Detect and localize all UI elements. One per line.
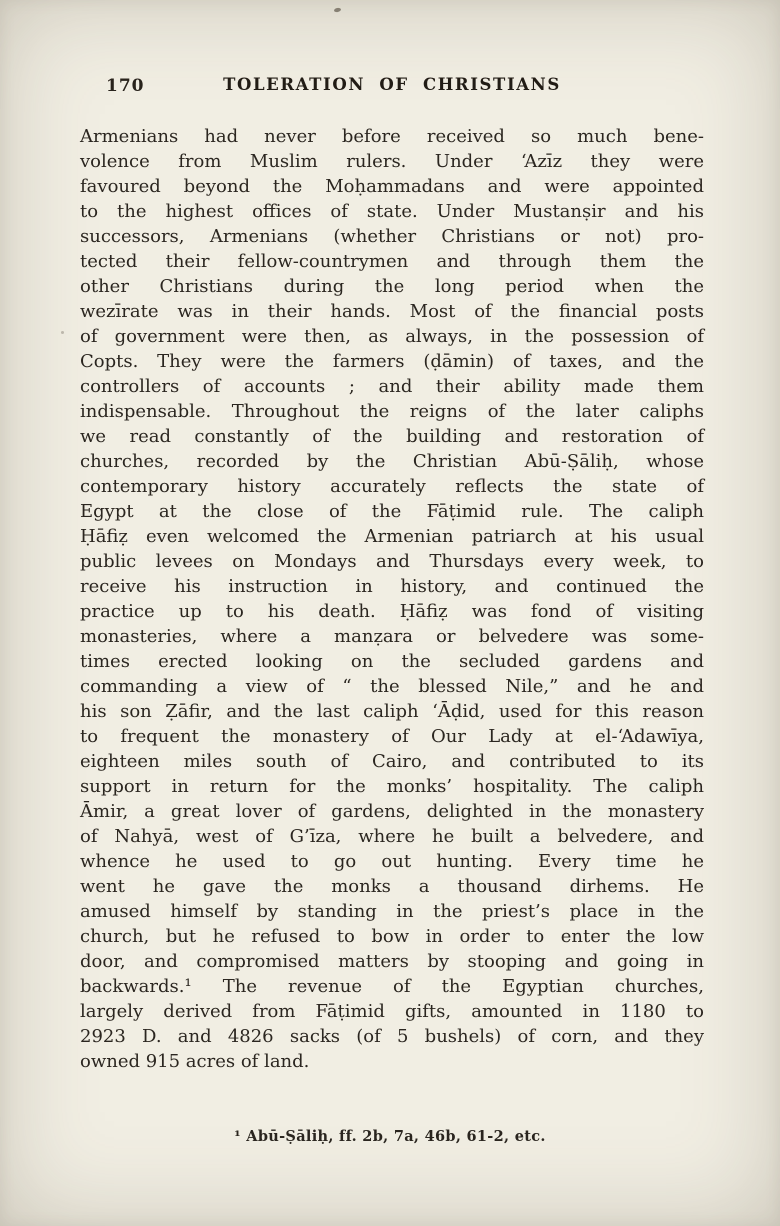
text-line: went he gave the monks a thousand dirhems. He <box>80 876 704 897</box>
text-line: to the highest offices of state. Under Mustanṣir and his <box>80 201 704 222</box>
text-line: door, and compromised matters by stooping and going in <box>80 951 704 972</box>
page-number: 170 <box>106 76 145 96</box>
page-header <box>80 75 704 99</box>
text-line: Ḥāfiẓ even welcomed the Armenian patriarch at his usual <box>80 526 704 547</box>
body-paragraph <box>80 124 704 1074</box>
text-line: times erected looking on the secluded gardens and <box>80 651 704 672</box>
text-line: other Christians during the long period when the <box>80 276 704 297</box>
text-line: public levees on Mondays and Thursdays every week, to <box>80 551 704 572</box>
text-line: church, but he refused to bow in order to enter the low <box>80 926 704 947</box>
text-line: support in return for the monks’ hospitality. The caliph <box>80 776 704 797</box>
text-line: largely derived from Fāṭimid gifts, amounted in 1180 to <box>80 1001 704 1022</box>
text-line: to frequent the monastery of Our Lady at el-‘Adawīya, <box>80 726 704 747</box>
running-title: TOLERATION OF CHRISTIANS <box>223 75 561 94</box>
text-line: contemporary history accurately reflects the state of <box>80 476 704 497</box>
text-line: receive his instruction in history, and continued the <box>80 576 704 597</box>
footnote: ¹ Abū-Ṣāliḥ, ff. 2b, 7a, 46b, 61-2, etc. <box>234 1128 546 1145</box>
text-line: tected their fellow-countrymen and through them the <box>80 251 704 272</box>
text-line: volence from Muslim rulers. Under ‘Azīz they were <box>80 151 704 172</box>
text-line: Āmir, a great lover of gardens, delighted in the monastery <box>80 801 704 822</box>
text-line: practice up to his death. Ḥāfiẓ was fond of visiting <box>80 601 704 622</box>
text-line: whence he used to go out hunting. Every time he <box>80 851 704 872</box>
text-line: we read constantly of the building and restoration of <box>80 426 704 447</box>
text-line: commanding a view of “ the blessed Nile,” and he and <box>80 676 704 697</box>
text-line: of government were then, as always, in the possession of <box>80 326 704 347</box>
text-line: monasteries, where a manẓara or belvedere was some- <box>80 626 704 647</box>
text-line: churches, recorded by the Christian Abū-Ṣāliḥ, whose <box>80 451 704 472</box>
text-line: backwards.¹ The revenue of the Egyptian churches, <box>80 976 704 997</box>
text-line: owned 915 acres of land. <box>80 1051 310 1072</box>
scan-speck <box>61 331 64 334</box>
text-line: 2923 D. and 4826 sacks (of 5 bushels) of corn, and they <box>80 1026 704 1047</box>
text-line: controllers of accounts ; and their ability made them <box>80 376 704 397</box>
text-line: Copts. They were the farmers (ḍāmin) of taxes, and the <box>80 351 704 372</box>
text-line: Armenians had never before received so much bene- <box>80 126 704 147</box>
text-line: eighteen miles south of Cairo, and contributed to its <box>80 751 704 772</box>
text-line: indispensable. Throughout the reigns of the later caliphs <box>80 401 704 422</box>
text-line: his son Ẓāfir, and the last caliph ‘Āḍid, used for this reason <box>80 701 704 722</box>
text-line: wezīrate was in their hands. Most of the financial posts <box>80 301 704 322</box>
text-line: successors, Armenians (whether Christians or not) pro- <box>80 226 704 247</box>
text-line: of Nahyā, west of G’īza, where he built a belvedere, and <box>80 826 704 847</box>
text-line: favoured beyond the Moḥammadans and were appointed <box>80 176 704 197</box>
text-line: Egypt at the close of the Fāṭimid rule. The caliph <box>80 501 704 522</box>
text-line: amused himself by standing in the priest’s place in the <box>80 901 704 922</box>
scan-speck <box>334 7 342 12</box>
